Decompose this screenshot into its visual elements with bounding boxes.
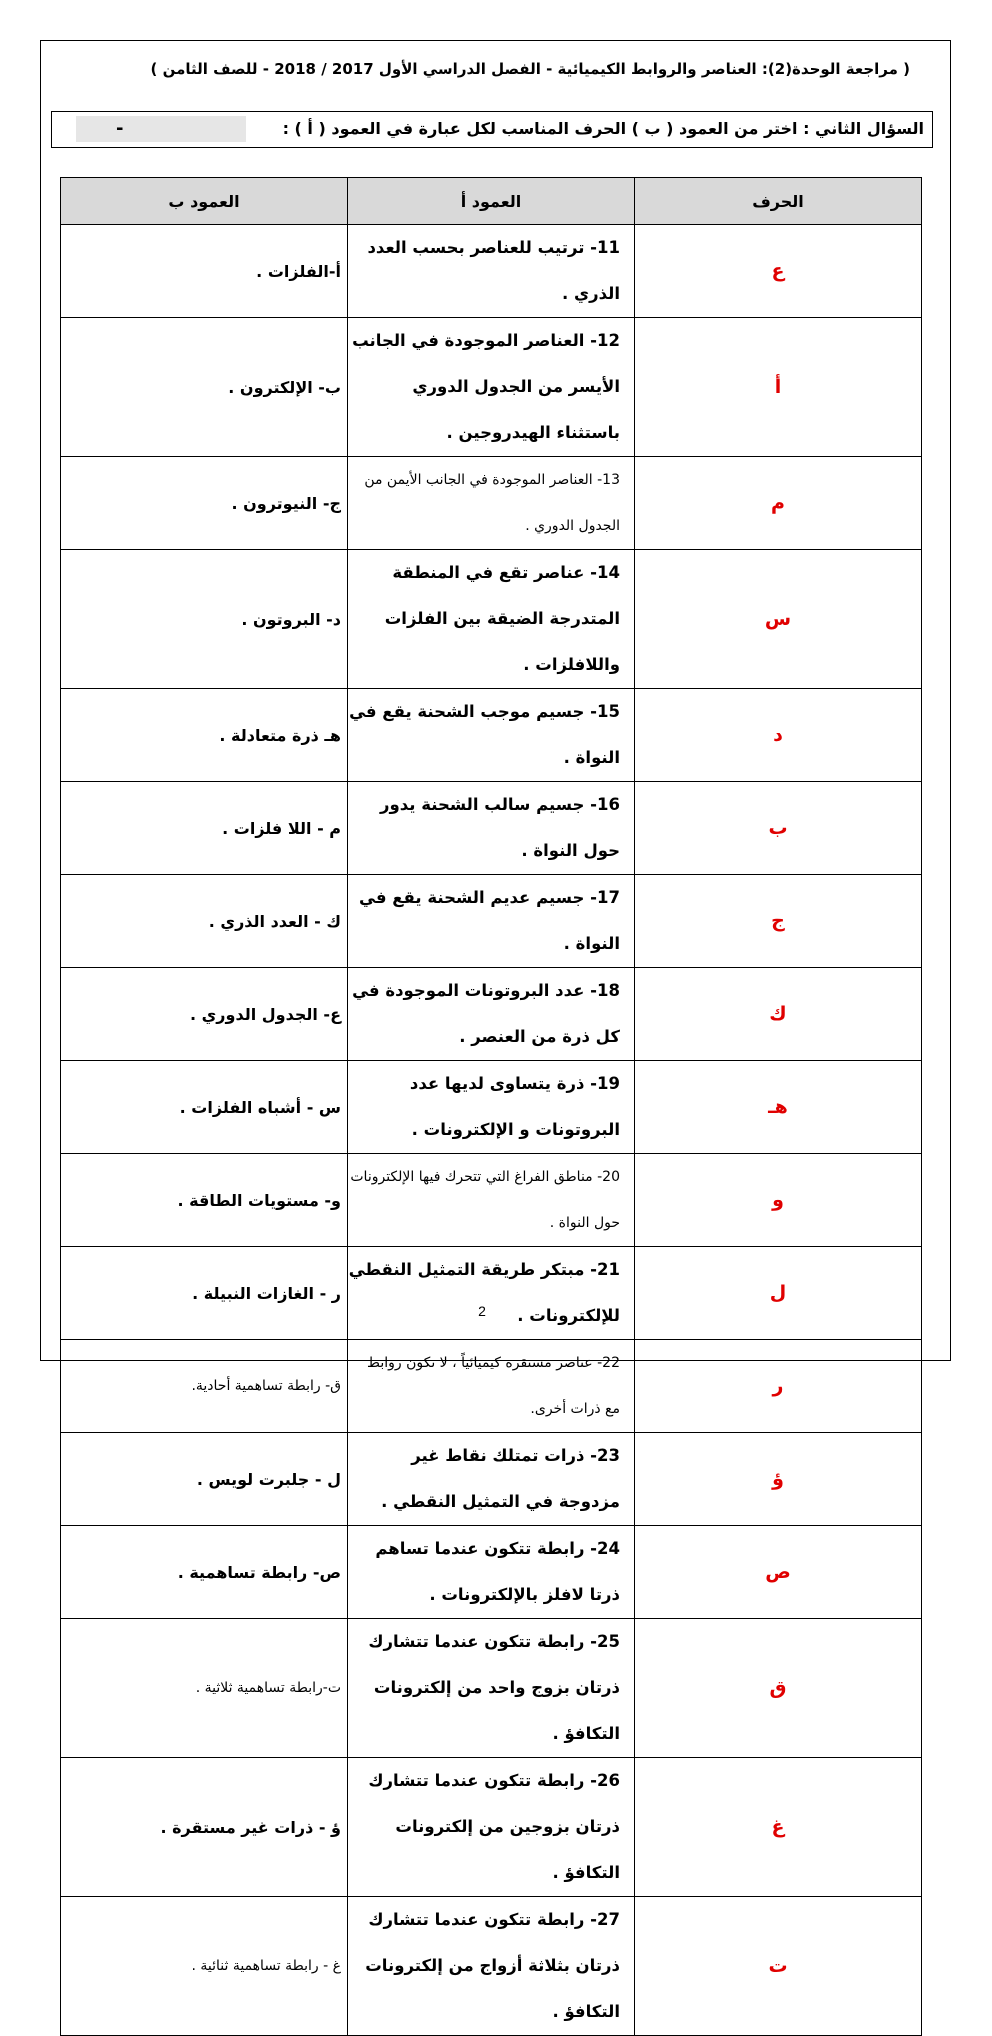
answer-letter: س <box>635 550 922 689</box>
table-row <box>61 1340 922 1433</box>
table-row <box>61 225 922 318</box>
answer-letter: و <box>635 1154 922 1247</box>
statement-a: 26- رابطة تتكون عندما تتشارك ذرتان بزوجين من إلكترونات التكافؤ . <box>348 1758 635 1897</box>
table-row <box>61 457 922 550</box>
header-column-a: العمود أ <box>348 178 635 225</box>
answer-letter: هـ <box>635 1061 922 1154</box>
answer-letter: أ <box>635 318 922 457</box>
statement-a: 14- عناصر تقع في المنطقة المتدرجة الضيقة بين الفلزات واللافلزات . <box>348 550 635 689</box>
option-b: م - اللا فلزات . <box>61 782 348 875</box>
answer-letter: ق <box>635 1619 922 1758</box>
header-column-b: العمود ب <box>61 178 348 225</box>
option-b: غ - رابطة تساهمية ثنائية . <box>61 1897 348 2036</box>
answer-letter: ك <box>635 968 922 1061</box>
matching-table <box>60 177 922 2036</box>
table-row <box>61 1758 922 1897</box>
statement-a: 12- العناصر الموجودة في الجانب الأيسر من الجدول الدوري باستثناء الهيدروجين . <box>348 318 635 457</box>
statement-a: 23- ذرات تمتلك نقاط غير مزدوجة في التمثيل النقطي . <box>348 1433 635 1526</box>
answer-letter: ع <box>635 225 922 318</box>
statement-a: 24- رابطة تتكون عندما تساهم ذرتا لافلز بالإلكترونات . <box>348 1526 635 1619</box>
answer-letter: ت <box>635 1897 922 2036</box>
statement-a: 20- مناطق الفراغ التي تتحرك فيها الإلكترونات حول النواة . <box>348 1154 635 1247</box>
table-row <box>61 782 922 875</box>
option-b: ت-رابطة تساهمية ثلاثية . <box>61 1619 348 1758</box>
question-trailing-dash: - <box>116 118 124 139</box>
statement-a: 18- عدد البروتونات الموجودة في كل ذرة من العنصر . <box>348 968 635 1061</box>
question-instruction-box <box>51 111 933 148</box>
statement-a: 15- جسيم موجب الشحنة يقع في النواة . <box>348 689 635 782</box>
table-row <box>61 1619 922 1758</box>
option-b: ص- رابطة تساهمية . <box>61 1526 348 1619</box>
question-text: السؤال الثاني : اختر من العمود ( ب ) الحرف المناسب لكل عبارة في العمود ( أ ) : <box>282 119 924 138</box>
statement-a: 25- رابطة تتكون عندما تتشارك ذرتان بزوج واحد من إلكترونات التكافؤ . <box>348 1619 635 1758</box>
option-b: ج- النيوترون . <box>61 457 348 550</box>
table-header-row <box>61 178 922 225</box>
statement-a: 22- عناصر مستقرة كيميائياً ، لا تكون روابط مع ذرات أخرى. <box>348 1340 635 1433</box>
answer-letter: ؤ <box>635 1433 922 1526</box>
header-letter: الحرف <box>635 178 922 225</box>
answer-letter: غ <box>635 1758 922 1897</box>
option-b: ع- الجدول الدوري . <box>61 968 348 1061</box>
option-b: ك - العدد الذري . <box>61 875 348 968</box>
table-row <box>61 1061 922 1154</box>
table-row <box>61 689 922 782</box>
option-b: ر - الغازات النبيلة . <box>61 1247 348 1340</box>
answer-letter: ص <box>635 1526 922 1619</box>
answer-letter: د <box>635 689 922 782</box>
table-row <box>61 318 922 457</box>
option-b: د- البروتون . <box>61 550 348 689</box>
table-row <box>61 1247 922 1340</box>
statement-a: 17- جسيم عديم الشحنة يقع في النواة . <box>348 875 635 968</box>
answer-letter: م <box>635 457 922 550</box>
statement-a: 16- جسيم سالب الشحنة يدور حول النواة . <box>348 782 635 875</box>
statement-a: 11- ترتيب للعناصر بحسب العدد الذري . <box>348 225 635 318</box>
page-number: 2 <box>478 1303 486 1319</box>
table-row <box>61 550 922 689</box>
table-row <box>61 1154 922 1247</box>
statement-a: 27- رابطة تتكون عندما تتشارك ذرتان بثلاثة أزواج من إلكترونات التكافؤ . <box>348 1897 635 2036</box>
answer-blank-area <box>76 116 246 142</box>
option-b: ق- رابطة تساهمية أحادية. <box>61 1340 348 1433</box>
statement-a: 19- ذرة يتساوى لديها عدد البروتونات و الإلكترونات . <box>348 1061 635 1154</box>
option-b: س - أشباه الفلزات . <box>61 1061 348 1154</box>
page-header-title: ( مراجعة الوحدة(2): العناصر والروابط الكيميائية - الفصل الدراسي الأول 2017 / 2018 - للصف الثامن ) <box>150 60 910 78</box>
option-b: ل - جلبرت لويس . <box>61 1433 348 1526</box>
option-b: هـ ذرة متعادلة . <box>61 689 348 782</box>
option-b: ؤ - ذرات غير مستقرة . <box>61 1758 348 1897</box>
statement-a: 21- مبتكر طريقة التمثيل النقطي للإلكترونات . <box>348 1247 635 1340</box>
statement-a: 13- العناصر الموجودة في الجانب الأيمن من الجدول الدوري . <box>348 457 635 550</box>
option-b: أ-الفلزات . <box>61 225 348 318</box>
table-row <box>61 968 922 1061</box>
answer-letter: ب <box>635 782 922 875</box>
answer-letter: ر <box>635 1340 922 1433</box>
answer-letter: ل <box>635 1247 922 1340</box>
table-row <box>61 1897 922 2036</box>
option-b: و- مستويات الطاقة . <box>61 1154 348 1247</box>
table-row <box>61 1526 922 1619</box>
option-b: ب- الإلكترون . <box>61 318 348 457</box>
answer-letter: ج <box>635 875 922 968</box>
table-row <box>61 1433 922 1526</box>
table-row <box>61 875 922 968</box>
